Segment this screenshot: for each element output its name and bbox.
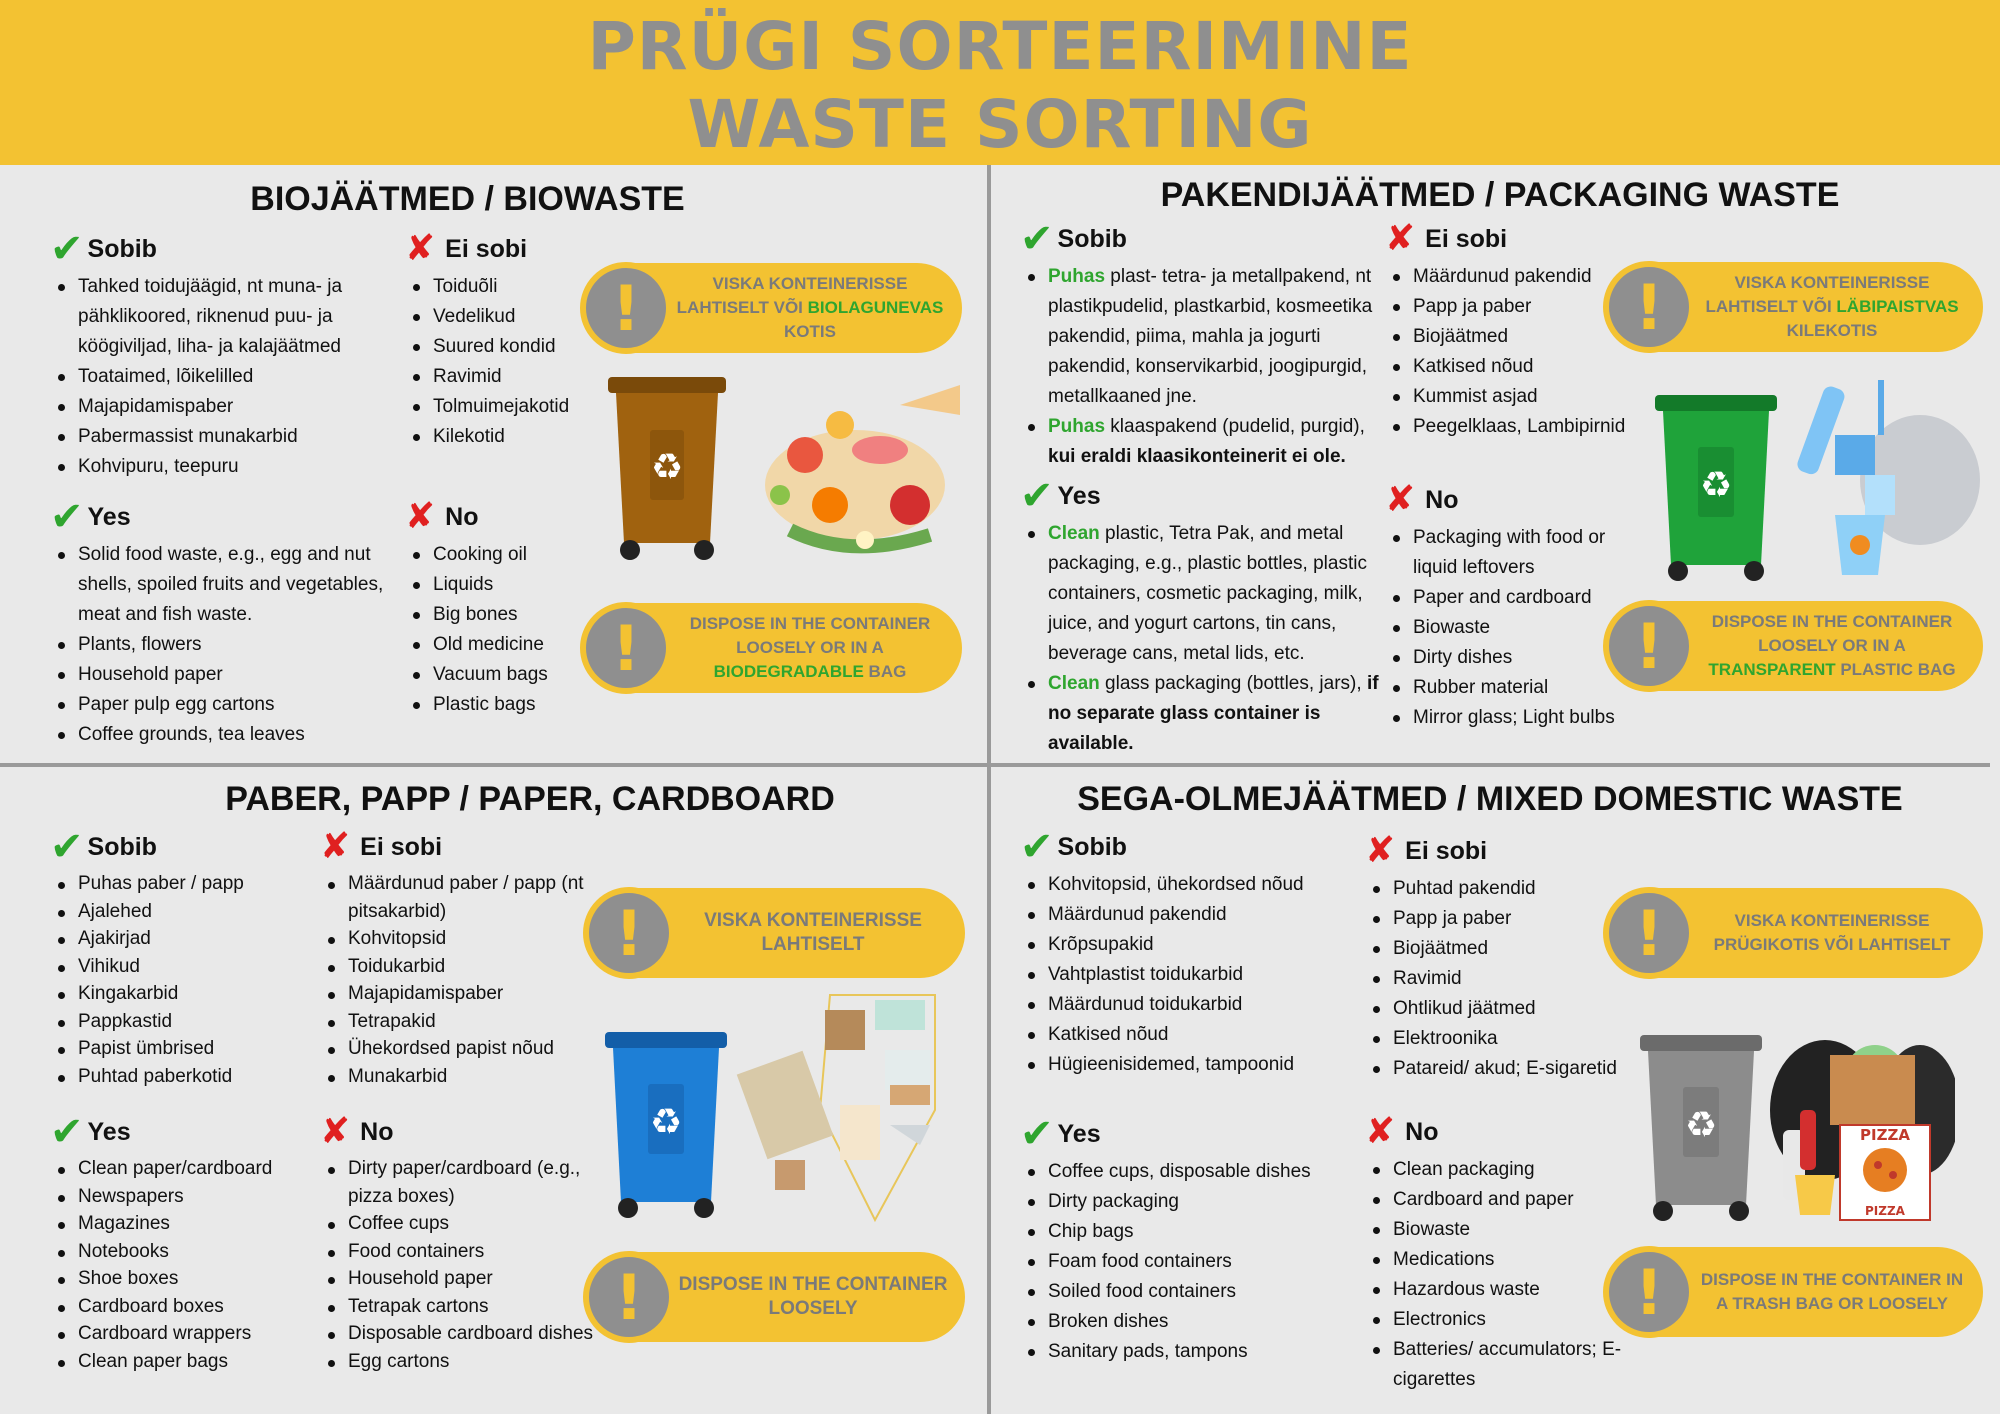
list-item: Elektroonika bbox=[1365, 1024, 1655, 1054]
cross-icon: ✘ bbox=[1385, 479, 1416, 520]
list-item: Shoe boxes bbox=[50, 1265, 320, 1293]
paper-items-icon bbox=[737, 995, 935, 1220]
eisobi-label: Ei sobi bbox=[1425, 224, 1508, 253]
green-bin-packaging-illustration bbox=[1650, 375, 1980, 585]
cross-icon: ✘ bbox=[1385, 218, 1416, 259]
header-banner bbox=[0, 0, 2000, 165]
packaging-no-column bbox=[1385, 479, 1645, 733]
check-icon: ✔ bbox=[50, 494, 84, 540]
list-item: Big bones bbox=[405, 600, 595, 630]
list-item: Soiled food containers bbox=[1020, 1277, 1370, 1307]
list-item: Hügieenisidemed, tampoonid bbox=[1020, 1050, 1370, 1080]
list-item: Määrdunud pakendid bbox=[1385, 262, 1645, 292]
packaging-instruction-et: ! VISKA KONTEINERISSE LAHTISELT VÕI LÄBIPAISTVAS KILEKOTIS bbox=[1605, 262, 1983, 352]
svg-text:♻: ♻ bbox=[1699, 465, 1733, 506]
list-item: Majapidamispaber bbox=[50, 392, 390, 422]
yes-label: Yes bbox=[1057, 481, 1101, 510]
list-item: Magazines bbox=[50, 1210, 320, 1238]
list-item: Old medicine bbox=[405, 630, 595, 660]
mixed-sobib-list bbox=[1020, 870, 1370, 1080]
check-icon: ✔ bbox=[50, 226, 84, 272]
list-item: Puhas plast- tetra- ja metallpakend, nt plastikpudelid, plastkarbid, kosmeetika pakendid, piima, mahla ja jogurti pakendid, konservikarbid, joogipurgid, metallkaaned jne. bbox=[1020, 262, 1385, 412]
list-item: Plants, flowers bbox=[50, 630, 390, 660]
list-item: Rubber material bbox=[1385, 673, 1645, 703]
list-item: Cardboard wrappers bbox=[50, 1320, 320, 1348]
mixed-title: SEGA-OLMEJÄÄTMED / MIXED DOMESTIC WASTE bbox=[1077, 780, 1903, 818]
list-item: Household paper bbox=[50, 660, 390, 690]
exclamation-icon: ! bbox=[1603, 261, 1695, 353]
list-item: Paper pulp egg cartons bbox=[50, 690, 390, 720]
list-item: Ravimid bbox=[405, 362, 595, 392]
list-item: Packaging with food or liquid leftovers bbox=[1385, 523, 1645, 583]
list-item: Ajakirjad bbox=[50, 925, 320, 953]
list-item: Biojäätmed bbox=[1365, 934, 1655, 964]
list-item: Kohvitopsid, ühekordsed nõud bbox=[1020, 870, 1370, 900]
brown-bin-food-illustration bbox=[600, 355, 965, 570]
sobib-label: Sobib bbox=[87, 832, 157, 861]
list-item: Kohvipuru, teepuru bbox=[50, 452, 390, 482]
list-item: Clean paper bags bbox=[50, 1348, 320, 1376]
list-item: Katkised nõud bbox=[1020, 1020, 1370, 1050]
check-icon: ✔ bbox=[1020, 1111, 1054, 1157]
gray-bin-mixed-illustration bbox=[1635, 1015, 1955, 1230]
list-item: Vedelikud bbox=[405, 302, 595, 332]
list-item: Vahtplastist toidukarbid bbox=[1020, 960, 1370, 990]
exclamation-icon: ! bbox=[580, 602, 672, 694]
list-item: Cooking oil bbox=[405, 540, 595, 570]
list-item: Foam food containers bbox=[1020, 1247, 1370, 1277]
mixed-yes-column bbox=[1020, 1111, 1370, 1367]
eisobi-label: Ei sobi bbox=[445, 234, 528, 263]
eisobi-label: Ei sobi bbox=[1405, 836, 1488, 865]
list-item: Cardboard and paper bbox=[1365, 1185, 1665, 1215]
list-item: Dirty paper/cardboard (e.g., pizza boxes) bbox=[320, 1155, 600, 1210]
cross-icon: ✘ bbox=[320, 1111, 351, 1152]
check-icon: ✔ bbox=[1020, 824, 1054, 870]
exclamation-icon: ! bbox=[1603, 887, 1695, 979]
list-item: Coffee cups, disposable dishes bbox=[1020, 1157, 1370, 1187]
list-item: Toiduõli bbox=[405, 272, 595, 302]
no-label: No bbox=[360, 1117, 394, 1146]
eisobi-label: Ei sobi bbox=[360, 832, 443, 861]
cross-icon: ✘ bbox=[405, 496, 436, 537]
biowaste-yes-list bbox=[50, 540, 390, 750]
list-item: Määrdunud toidukarbid bbox=[1020, 990, 1370, 1020]
paper-instruction-et: ! VISKA KONTEINERISSE LAHTISELT bbox=[585, 888, 965, 978]
list-item: Ühekordsed papist nõud bbox=[320, 1035, 590, 1063]
food-waste-icon bbox=[765, 385, 960, 549]
list-item: Cardboard boxes bbox=[50, 1293, 320, 1321]
sobib-label: Sobib bbox=[1057, 832, 1127, 861]
list-item: Krõpsupakid bbox=[1020, 930, 1370, 960]
exclamation-icon: ! bbox=[1603, 1246, 1695, 1338]
mixed-instruction-et: ! VISKA KONTEINERISSE PRÜGIKOTIS VÕI LAHTISELT bbox=[1605, 888, 1983, 978]
list-item: Puhas klaaspakend (pudelid, purgid), kui eraldi klaasikonteinerit ei ole. bbox=[1020, 412, 1385, 472]
paper-no-list bbox=[320, 1155, 600, 1375]
exclamation-icon: ! bbox=[580, 262, 672, 354]
biowaste-no-list bbox=[405, 540, 595, 720]
paper-yes-column bbox=[50, 1109, 320, 1375]
biowaste-yes-column bbox=[50, 494, 390, 750]
yes-label: Yes bbox=[87, 1117, 131, 1146]
list-item: Dirty dishes bbox=[1385, 643, 1645, 673]
biowaste-eisobi-column bbox=[405, 228, 595, 452]
cross-icon: ✘ bbox=[1365, 830, 1396, 871]
list-item: Coffee cups bbox=[320, 1210, 600, 1238]
list-item: Vihikud bbox=[50, 953, 320, 981]
paper-title: PABER, PAPP / PAPER, CARDBOARD bbox=[225, 780, 835, 818]
cross-icon: ✘ bbox=[1365, 1111, 1396, 1152]
list-item: Papp ja paber bbox=[1365, 904, 1655, 934]
list-item: Household paper bbox=[320, 1265, 600, 1293]
title-estonian: PRÜGI SORTEERIMINE bbox=[587, 8, 1413, 85]
paper-yes-list bbox=[50, 1155, 320, 1375]
list-item: Tetrapakid bbox=[320, 1008, 590, 1036]
list-item: Hazardous waste bbox=[1365, 1275, 1665, 1305]
exclamation-icon: ! bbox=[583, 887, 675, 979]
list-item: Katkised nõud bbox=[1385, 352, 1645, 382]
mixed-instruction-en: ! DISPOSE IN THE CONTAINER IN A TRASH BAG OR LOOSELY bbox=[1605, 1247, 1983, 1337]
list-item: Clean packaging bbox=[1365, 1155, 1665, 1185]
biowaste-sobib-list bbox=[50, 272, 390, 482]
blue-bin-icon bbox=[605, 1032, 727, 1218]
no-label: No bbox=[445, 502, 479, 531]
svg-text:♻: ♻ bbox=[1684, 1105, 1718, 1146]
list-item: Chip bags bbox=[1020, 1217, 1370, 1247]
biowaste-no-column bbox=[405, 496, 595, 720]
mixed-sobib-column bbox=[1020, 824, 1370, 1080]
no-label: No bbox=[1425, 485, 1459, 514]
list-item: Vacuum bags bbox=[405, 660, 595, 690]
list-item: Tahked toidujäägid, nt muna- ja pähklikoored, riknenud puu- ja köögiviljad, liha- ja kalajäätmed bbox=[50, 272, 390, 362]
biowaste-instruction-et: ! VISKA KONTEINERISSE LAHTISELT VÕI BIOLAGUNEVAS KOTIS bbox=[582, 263, 962, 353]
svg-text:♻: ♻ bbox=[650, 447, 684, 488]
sobib-label: Sobib bbox=[1057, 224, 1127, 253]
list-item: Puhas paber / papp bbox=[50, 870, 320, 898]
exclamation-icon: ! bbox=[1603, 600, 1695, 692]
svg-text:PIZZA: PIZZA bbox=[1865, 1204, 1905, 1218]
no-label: No bbox=[1405, 1117, 1439, 1146]
packaging-sobib-column bbox=[1020, 216, 1385, 472]
list-item: Kilekotid bbox=[405, 422, 595, 452]
svg-text:♻: ♻ bbox=[649, 1102, 683, 1143]
list-item: Puhtad paberkotid bbox=[50, 1063, 320, 1091]
horizontal-divider bbox=[0, 763, 1990, 767]
paper-eisobi-column bbox=[320, 826, 590, 1090]
paper-instruction-en: ! DISPOSE IN THE CONTAINER LOOSELY bbox=[585, 1252, 965, 1342]
biowaste-title: BIOJÄÄTMED / BIOWASTE bbox=[250, 180, 685, 218]
paper-eisobi-list bbox=[320, 870, 590, 1090]
list-item: Puhtad pakendid bbox=[1365, 874, 1655, 904]
green-bin-icon bbox=[1655, 395, 1777, 581]
paper-sobib-column bbox=[50, 824, 320, 1090]
list-item: Toataimed, lõikelilled bbox=[50, 362, 390, 392]
packaging-yes-list bbox=[1020, 519, 1385, 759]
packaging-sobib-list bbox=[1020, 262, 1385, 472]
check-icon: ✔ bbox=[1020, 473, 1054, 519]
blue-bin-paper-illustration bbox=[600, 990, 945, 1230]
list-item: Pabermassist munakarbid bbox=[50, 422, 390, 452]
biowaste-instruction-en: ! DISPOSE IN THE CONTAINER LOOSELY OR IN A BIODEGRADABLE BAG bbox=[582, 603, 962, 693]
list-item: Ajalehed bbox=[50, 898, 320, 926]
list-item: Electronics bbox=[1365, 1305, 1665, 1335]
cross-icon: ✘ bbox=[405, 228, 436, 269]
trash-bags-pizza-icon bbox=[1770, 1040, 1955, 1220]
list-item: Liquids bbox=[405, 570, 595, 600]
brown-bin-icon bbox=[608, 377, 726, 560]
list-item: Suured kondid bbox=[405, 332, 595, 362]
exclamation-icon: ! bbox=[583, 1251, 675, 1343]
packaging-title: PAKENDIJÄÄTMED / PACKAGING WASTE bbox=[1160, 176, 1840, 214]
list-item: Biojäätmed bbox=[1385, 322, 1645, 352]
mixed-yes-list bbox=[1020, 1157, 1370, 1367]
list-item: Munakarbid bbox=[320, 1063, 590, 1091]
list-item: Mirror glass; Light bulbs bbox=[1385, 703, 1645, 733]
list-item: Solid food waste, e.g., egg and nut shells, spoiled fruits and vegetables, meat and fish waste. bbox=[50, 540, 390, 630]
list-item: Batteries/ accumulators; E-cigarettes bbox=[1365, 1335, 1665, 1395]
check-icon: ✔ bbox=[50, 824, 84, 870]
list-item: Clean paper/cardboard bbox=[50, 1155, 320, 1183]
list-item: Dirty packaging bbox=[1020, 1187, 1370, 1217]
list-item: Pappkastid bbox=[50, 1008, 320, 1036]
list-item: Broken dishes bbox=[1020, 1307, 1370, 1337]
list-item: Coffee grounds, tea leaves bbox=[50, 720, 390, 750]
yes-label: Yes bbox=[87, 502, 131, 531]
list-item: Toidukarbid bbox=[320, 953, 590, 981]
list-item: Papist ümbrised bbox=[50, 1035, 320, 1063]
list-item: Patareid/ akud; E-sigaretid bbox=[1365, 1054, 1655, 1084]
paper-sobib-list bbox=[50, 870, 320, 1090]
list-item: Ravimid bbox=[1365, 964, 1655, 994]
list-item: Paper and cardboard bbox=[1385, 583, 1645, 613]
list-item: Notebooks bbox=[50, 1238, 320, 1266]
packaging-yes-column bbox=[1020, 473, 1385, 759]
yes-label: Yes bbox=[1057, 1119, 1101, 1148]
cross-icon: ✘ bbox=[320, 826, 351, 867]
list-item: Sanitary pads, tampons bbox=[1020, 1337, 1370, 1367]
packaging-eisobi-column bbox=[1385, 218, 1645, 442]
list-item: Kingakarbid bbox=[50, 980, 320, 1008]
list-item: Food containers bbox=[320, 1238, 600, 1266]
packaging-instruction-en: ! DISPOSE IN THE CONTAINER LOOSELY OR IN A TRANSPARENT PLASTIC BAG bbox=[1605, 601, 1983, 691]
gray-bin-icon bbox=[1640, 1035, 1762, 1221]
list-item: Clean glass packaging (bottles, jars), if no separate glass container is available. bbox=[1020, 669, 1385, 759]
biowaste-sobib-column bbox=[50, 226, 390, 482]
list-item: Plastic bags bbox=[405, 690, 595, 720]
check-icon: ✔ bbox=[1020, 216, 1054, 262]
biowaste-eisobi-list bbox=[405, 272, 595, 452]
list-item: Medications bbox=[1365, 1245, 1665, 1275]
list-item: Ohtlikud jäätmed bbox=[1365, 994, 1655, 1024]
paper-no-column bbox=[320, 1111, 600, 1375]
list-item: Määrdunud pakendid bbox=[1020, 900, 1370, 930]
list-item: Disposable cardboard dishes bbox=[320, 1320, 600, 1348]
list-item: Kohvitopsid bbox=[320, 925, 590, 953]
plastic-packaging-icon bbox=[1795, 380, 1980, 575]
list-item: Tetrapak cartons bbox=[320, 1293, 600, 1321]
list-item: Egg cartons bbox=[320, 1348, 600, 1376]
list-item: Biowaste bbox=[1365, 1215, 1665, 1245]
title-english: WASTE SORTING bbox=[687, 86, 1313, 163]
list-item: Peegelklaas, Lambipirnid bbox=[1385, 412, 1645, 442]
list-item: Clean plastic, Tetra Pak, and metal packaging, e.g., plastic bottles, plastic containers, cosmetic packaging, milk, juice, and yogurt cartons, tin cans, beverage cans, metal lids, etc. bbox=[1020, 519, 1385, 669]
list-item: Biowaste bbox=[1385, 613, 1645, 643]
sobib-label: Sobib bbox=[87, 234, 157, 263]
list-item: Tolmuimejakotid bbox=[405, 392, 595, 422]
list-item: Newspapers bbox=[50, 1183, 320, 1211]
list-item: Majapidamispaber bbox=[320, 980, 590, 1008]
list-item: Määrdunud paber / papp (nt pitsakarbid) bbox=[320, 870, 590, 925]
svg-text:PIZZA: PIZZA bbox=[1860, 1126, 1910, 1144]
list-item: Kummist asjad bbox=[1385, 382, 1645, 412]
check-icon: ✔ bbox=[50, 1109, 84, 1155]
list-item: Papp ja paber bbox=[1385, 292, 1645, 322]
